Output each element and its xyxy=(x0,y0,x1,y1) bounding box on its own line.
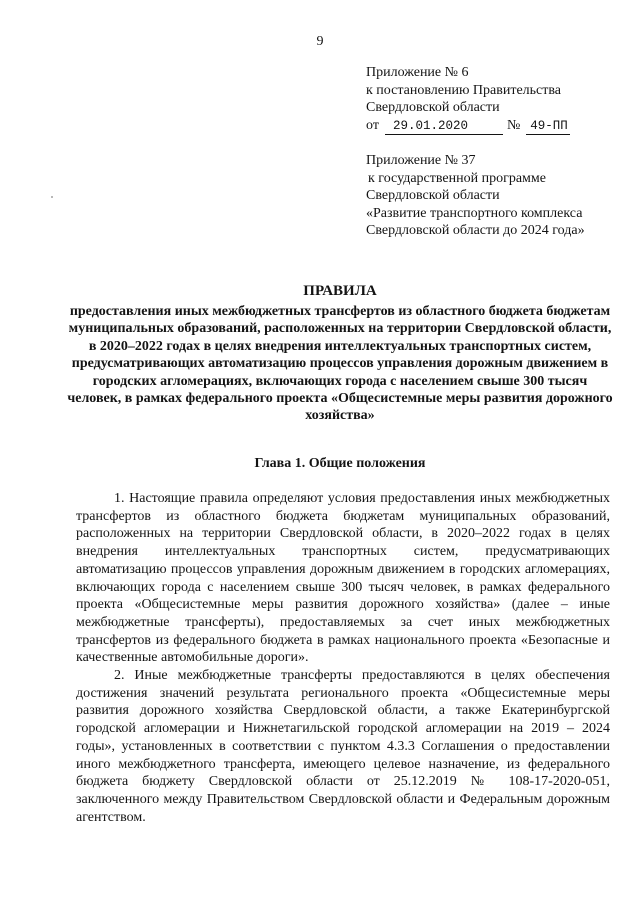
appendix-program-line-5: Свердловской области до 2024 года» xyxy=(366,223,585,238)
decree-date-field: 29.01.2020 xyxy=(385,119,503,135)
appendix-decree-line-2: к постановлению Правительства xyxy=(366,82,562,98)
appendix-program-line-1: Приложение № 37 xyxy=(366,153,476,168)
page-number: 9 xyxy=(316,34,324,49)
paragraph-1: 1. Настоящие правила определяют условия предоставления иных межбюджетных трансфертов из областного бюджета бюджетам муниципальных образований, расположенных на территории Свердловской области, в 2020–2022 годах в целях внедрения интеллектуальных транспортных систем, предусматривающих автоматизацию процессов управления дорожным движением в городских агломерациях, включающих города с населением свыше 300 тысяч человек, в рамках федерального проекта «Общесистемные меры развития дорожного хозяйства» (далее – иные межбюджетные трансферты), предоставляемых за счет иных межбюджетных трансфертов из федерального бюджета в рамках национального проекта «Безопасные и качественные автомобильные дороги». xyxy=(76,491,610,666)
appendix-decree-block xyxy=(366,64,616,135)
document-body xyxy=(76,490,610,826)
document-title: ПРАВИЛА xyxy=(303,283,377,299)
document-subtitle: предоставления иных межбюджетных трансфертов из областного бюджета бюджетам муниципальных образований, расположенных на территории Свердловской области, в 2020–2022 годах в целях внедрения интеллектуальных транспортных систем, предусматривающих автоматизацию процессов управления дорожным движением в городских агломерациях, включающих города с населением свыше 300 тысяч человек, в рамках федерального проекта «Общесистемные меры развития дорожного хозяйства» xyxy=(67,304,613,424)
appendix-program-line-4: «Развитие транспортного комплекса xyxy=(366,205,583,221)
date-prefix: от xyxy=(366,117,379,133)
chapter-heading: Глава 1. Общие положения xyxy=(254,456,426,471)
decree-number-field: 49-ПП xyxy=(526,119,570,135)
number-prefix: № xyxy=(506,117,521,133)
appendix-program-block xyxy=(366,152,616,240)
appendix-decree-line-3: Свердловской области xyxy=(366,100,500,115)
appendix-program-line-2: к государственной программе xyxy=(368,170,546,186)
scan-mark xyxy=(51,196,53,198)
appendix-decree-date-line xyxy=(366,117,616,135)
document-title-block xyxy=(66,282,614,425)
appendix-program-line-3: Свердловской области xyxy=(366,188,500,203)
appendix-decree-line-1: Приложение № 6 xyxy=(366,65,469,80)
paragraph-2: 2. Иные межбюджетные трансферты предоставляются в целях обеспечения достижения значений результата регионального проекта «Общесистемные меры развития дорожного хозяйства Свердловской области, а также Екатеринбургской городской агломерации и Нижнетагильской городской агломерации на 2019 – 2024 годы», установленных в соответствии с пунктом 4.3.3 Соглашения о предоставлении иного межбюджетного трансферта, имеющего целевое назначение, из федерального бюджета бюджету Свердловской области от 25.12.2019 № 108-17-2020-051, заключенного между Правительством Свердловской области и Федеральным дорожным агентством. xyxy=(76,668,610,825)
